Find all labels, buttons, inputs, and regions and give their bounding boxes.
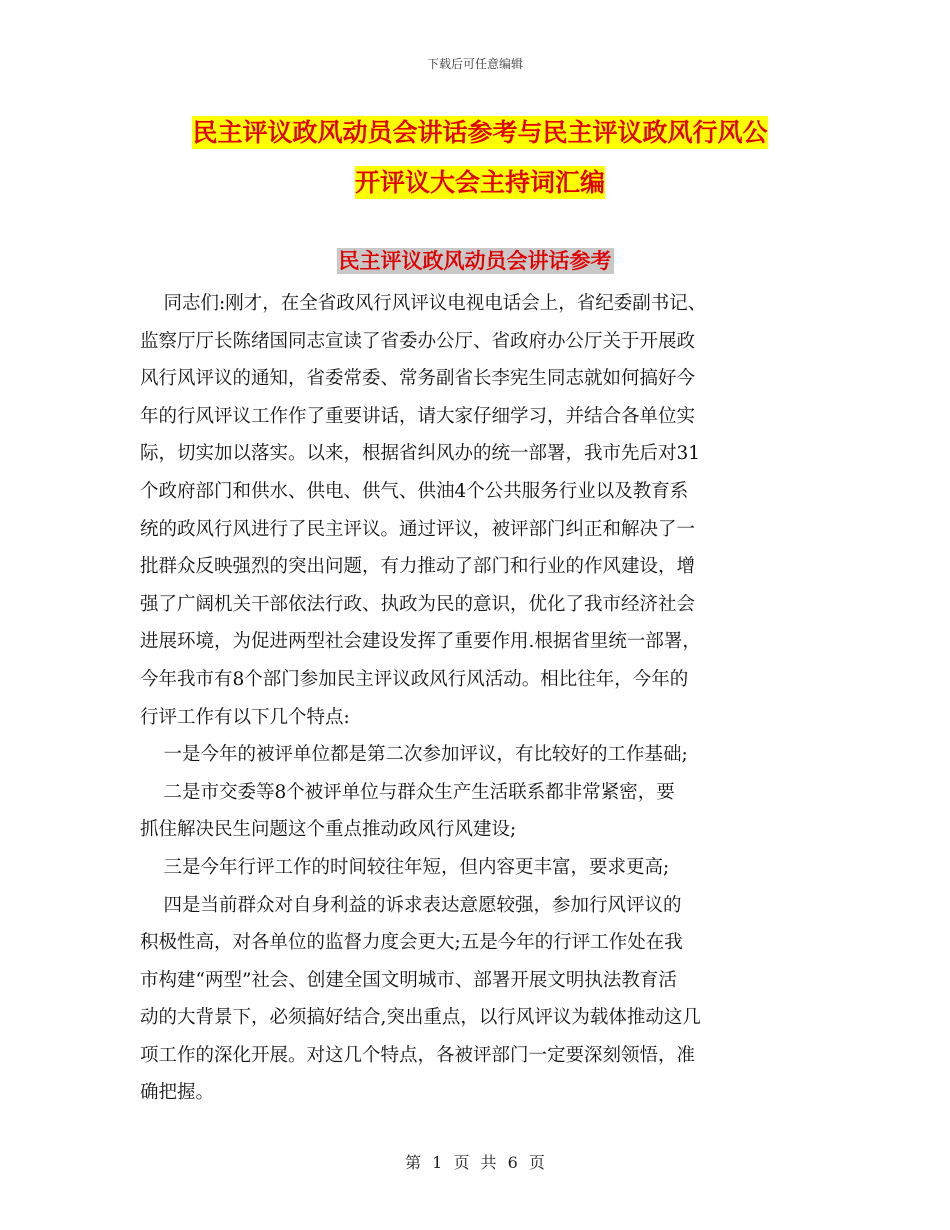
document-title <box>130 108 830 208</box>
paragraph-line: 统的政风行风进行了民主评议。通过评议，被评部门纠正和解决了一 <box>140 518 696 540</box>
paragraph-line: 风行风评议的通知，省委常委、常务副省长李宪生同志就如何搞好今 <box>140 368 696 390</box>
paragraph-line: 四是当前群众对自身利益的诉求表达意愿较强，参加行风评议的 <box>140 894 682 916</box>
paragraph-line: 积极性高，对各单位的监督力度会更大;五是今年的行评工作处在我 <box>140 932 683 954</box>
paragraph-line: 项工作的深化开展。对这几个特点，各被评部门一定要深刻领悟，准 <box>140 1044 696 1066</box>
paragraph-line: 际，切实加以落实。以来，根据省纠风办的统一部署，我市先后对31 <box>140 443 701 465</box>
body-text <box>140 285 810 1112</box>
paragraph-line: 行评工作有以下几个特点: <box>140 706 350 728</box>
header-note: 下载后可任意编辑 <box>426 57 523 71</box>
paragraph-line: 年的行风评议工作作了重要讲话，请大家仔细学习，并结合各单位实 <box>140 405 696 427</box>
paragraph-line: 批群众反映强烈的突出问题，有力推动了部门和行业的作风建设，增 <box>140 556 696 578</box>
paragraph-line: 抓住解决民生问题这个重点推动政风行风建设; <box>140 819 517 841</box>
paragraph-line: 监察厅厅长陈绪国同志宣读了省委办公厅、省政府办公厅关于开展政 <box>140 330 696 352</box>
title-line-2: 开评议大会主持词汇编 <box>354 168 605 197</box>
paragraph-line: 强了广阔机关干部依法行政、执政为民的意识，优化了我市经济社会 <box>140 593 696 615</box>
page-footer: 第 1 页 共 6 页 <box>405 1153 545 1172</box>
paragraph-line: 市构建“两型”社会、创建全国文明城市、部署开展文明执法教育活 <box>140 969 677 991</box>
title-line-1: 民主评议政风动员会讲话参考与民主评议政风行风公 <box>192 118 768 147</box>
paragraph-line: 确把握。 <box>140 1082 215 1104</box>
paragraph-line: 二是市交委等8个被评单位与群众生产生活联系都非常紧密，要 <box>140 781 675 803</box>
paragraph-line: 三是今年行评工作的时间较往年短，但内容更丰富，要求更高; <box>140 856 670 878</box>
paragraph-line: 今年我市有8个部门参加民主评议政风行风活动。相比往年，今年的 <box>140 668 689 690</box>
section-title: 民主评议政风动员会讲话参考 <box>338 249 612 273</box>
paragraph-line: 动的大背景下，必须搞好结合,突出重点，以行风评议为载体推动这几 <box>140 1007 701 1029</box>
paragraph-line: 一是今年的被评单位都是第二次参加评议，有比较好的工作基础; <box>140 744 688 766</box>
paragraph-line: 进展环境，为促进两型社会建设发挥了重要作用.根据省里统一部署， <box>140 631 701 653</box>
paragraph-line: 个政府部门和供水、供电、供气、供油4个公共服务行业以及教育系 <box>140 480 689 502</box>
paragraph-line: 同志们:刚才，在全省政风行风评议电视电话会上，省纪委副书记、 <box>140 293 707 314</box>
